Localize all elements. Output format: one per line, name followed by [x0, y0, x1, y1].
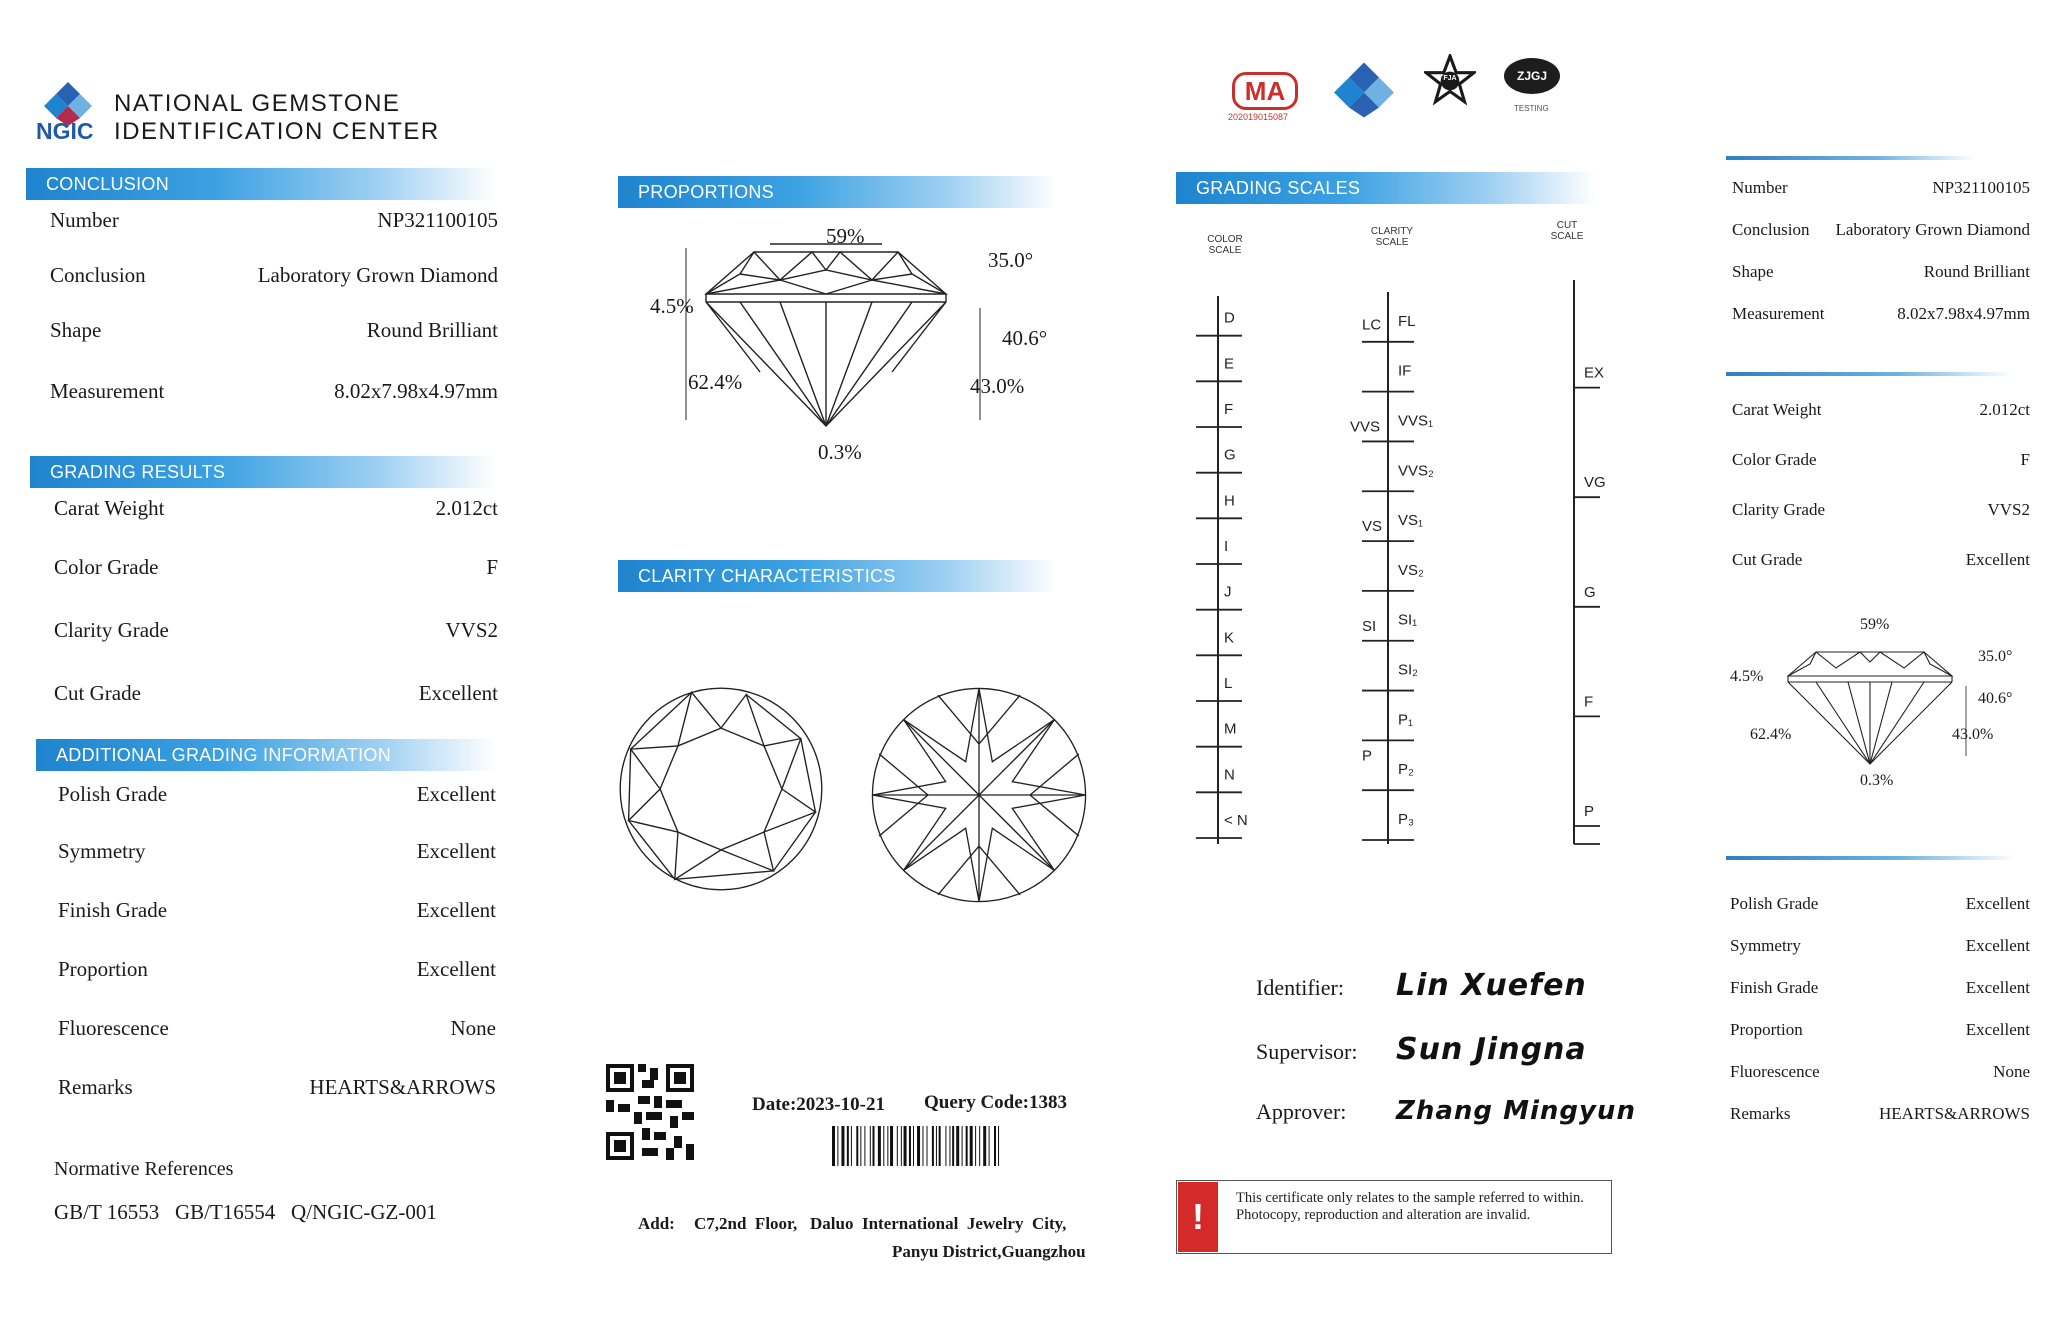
conclusion-row — [50, 208, 498, 233]
logo-text: NGIC — [36, 118, 94, 144]
summary-row — [1730, 1104, 2030, 1124]
cma-logo: MA — [1232, 72, 1298, 110]
barcode-bar — [870, 1126, 871, 1166]
qr-code-icon — [606, 1064, 694, 1160]
barcode-bar — [939, 1126, 941, 1166]
summary-row — [1732, 450, 2030, 470]
summary-table-percent: 59% — [1860, 616, 1890, 633]
clarity-scale-title — [1364, 226, 1420, 248]
summary-row — [1732, 500, 2030, 520]
title-line: COLOR — [1207, 234, 1243, 245]
pavilion-angle: 40.6° — [1002, 326, 1048, 350]
row-label: Finish Grade — [58, 898, 168, 922]
zjgj-logo: ZJGJ — [1504, 58, 1560, 94]
summary-row — [1732, 304, 2030, 324]
row-value: Laboratory Grown Diamond — [257, 263, 498, 287]
address-line1: C7,2nd Floor, Daluo International Jewelry City, — [694, 1214, 1067, 1233]
color-grade-label: G — [1224, 446, 1236, 464]
row-value: Excellent — [416, 782, 496, 806]
fja-text: FJA — [1443, 75, 1457, 82]
cut-grade-label: F — [1584, 693, 1594, 711]
grading-row — [54, 618, 498, 643]
row-label: Polish Grade — [58, 782, 168, 806]
barcode-bar — [994, 1126, 996, 1166]
title-line: CLARITY — [1370, 226, 1414, 237]
org-name-line2: IDENTIFICATION CENTER — [114, 118, 440, 145]
summary-row — [1730, 1020, 2030, 1040]
summary-row — [1732, 550, 2030, 570]
conclusion-row — [50, 318, 498, 343]
additional-row — [58, 1075, 496, 1100]
row-value: Round Brilliant — [1923, 262, 2030, 281]
row-value: 2.012ct — [1979, 400, 2030, 419]
color-grade-label: E — [1224, 355, 1235, 373]
row-value: 2.012ct — [435, 496, 498, 520]
row-value: F — [486, 555, 498, 579]
row-label: Cut Grade — [1732, 550, 1803, 569]
signature-name: Lin Xuefen — [1396, 968, 1587, 1003]
table-percent: 59% — [826, 224, 865, 248]
clarity-grade-label: SI₂ — [1398, 661, 1418, 679]
signature-role: Identifier: — [1256, 975, 1344, 1000]
row-label: Symmetry — [1730, 936, 1801, 955]
summary-section-2 — [1732, 400, 2030, 570]
row-value: Laboratory Grown Diamond — [1835, 220, 2030, 239]
color-grade-label: N — [1224, 766, 1235, 784]
org-name-line1: NATIONAL GEMSTONE — [114, 90, 401, 117]
row-value: VVS2 — [1987, 500, 2030, 519]
row-value: Excellent — [416, 898, 496, 922]
clarity-group-label: LC — [1362, 316, 1382, 334]
row-value: Excellent — [416, 957, 496, 981]
row-value: Excellent — [1965, 550, 2030, 569]
summary-row — [1730, 978, 2030, 998]
row-label: Polish Grade — [1730, 894, 1819, 913]
summary-pavilion-depth: 43.0% — [1952, 726, 1994, 743]
signature-row — [1256, 1032, 1656, 1096]
row-value: None — [450, 1016, 496, 1040]
pavilion-depth: 43.0% — [970, 374, 1025, 398]
barcode-bar — [952, 1126, 954, 1166]
row-label: Cut Grade — [54, 681, 141, 705]
conclusion-row — [50, 263, 498, 288]
barcode-bar — [913, 1126, 914, 1166]
additional-row — [58, 957, 496, 982]
diamond-pavilion-view-icon — [868, 684, 1090, 906]
barcode-bar — [851, 1126, 852, 1166]
barcode-bar — [901, 1126, 902, 1166]
conclusion-row — [50, 379, 498, 404]
clarity-grade-label: VS₂ — [1398, 561, 1424, 579]
barcode-bar — [998, 1126, 999, 1166]
title-line: SCALE — [1208, 245, 1242, 256]
summary-girdle: 4.5% — [1730, 668, 1764, 685]
issue-date: Date:2023-10-21 — [752, 1094, 885, 1115]
total-depth: 62.4% — [688, 370, 743, 394]
summary-row — [1730, 936, 2030, 956]
query-code: Query Code:1383 — [924, 1092, 1068, 1113]
summary-row — [1730, 1062, 2030, 1082]
additional-info-section — [58, 782, 496, 1100]
barcode-bar — [989, 1126, 990, 1166]
color-grade-label: < N — [1224, 812, 1248, 829]
row-value: HEARTS&ARROWS — [309, 1075, 496, 1099]
summary-total-depth: 62.4% — [1750, 726, 1792, 743]
grading-row — [54, 681, 498, 706]
row-value: Round Brilliant — [366, 318, 498, 342]
barcode-bar — [979, 1126, 980, 1166]
row-label: Remarks — [1730, 1104, 1791, 1123]
summary-divider — [1726, 856, 2016, 860]
diamond-crown-view-icon — [616, 684, 826, 894]
row-value: NP321100105 — [377, 208, 498, 232]
row-label: Proportion — [58, 957, 148, 981]
signature-name: Sun Jingna — [1396, 1032, 1587, 1067]
additional-row — [58, 1016, 496, 1041]
row-label: Carat Weight — [1732, 400, 1822, 419]
cma-number: 202019015087 — [1228, 112, 1289, 122]
row-label: Proportion — [1730, 1020, 1803, 1039]
culet-percent: 0.3% — [818, 440, 862, 464]
cut-grade-label: G — [1584, 583, 1596, 601]
row-label: Shape — [1732, 262, 1774, 281]
clarity-grade-label: VVS₁ — [1398, 412, 1434, 430]
normative-refs: GB/T 16553 GB/T16554 Q/NGIC-GZ-001 — [54, 1200, 437, 1224]
signature-row — [1256, 968, 1656, 1032]
color-grade-label: J — [1224, 583, 1232, 601]
row-value: Excellent — [1965, 936, 2030, 955]
summary-pavilion-angle: 40.6° — [1978, 690, 2013, 707]
row-value: F — [2020, 450, 2030, 469]
row-label: Remarks — [58, 1075, 133, 1099]
barcode-bar — [904, 1126, 907, 1166]
row-label: Measurement — [50, 379, 165, 403]
row-value: VVS2 — [445, 618, 498, 642]
grading-scales-banner: GRADING SCALES — [1176, 172, 1596, 204]
clarity-banner: CLARITY CHARACTERISTICS — [618, 560, 1058, 592]
summary-row — [1732, 262, 2030, 282]
title-line: SCALE — [1375, 237, 1409, 248]
row-value: Excellent — [1965, 1020, 2030, 1039]
row-value: HEARTS&ARROWS — [1878, 1104, 2030, 1123]
row-label: Clarity Grade — [54, 618, 169, 642]
barcode-bar — [883, 1126, 884, 1166]
color-grade-label: M — [1224, 720, 1237, 738]
summary-culet: 0.3% — [1860, 772, 1894, 789]
grading-row — [54, 496, 498, 521]
summary-row — [1732, 400, 2030, 420]
row-value: NP321100105 — [1932, 178, 2030, 197]
cut-grade-label: EX — [1584, 364, 1605, 382]
additional-row — [58, 782, 496, 807]
row-value: 8.02x7.98x4.97mm — [334, 379, 498, 403]
row-value: Excellent — [418, 681, 498, 705]
cut-scale-title — [1544, 220, 1590, 242]
clarity-grade-label: VVS₂ — [1398, 462, 1434, 480]
title-line: SCALE — [1550, 231, 1584, 242]
row-label: Number — [50, 208, 119, 232]
cut-grade-label: VG — [1584, 474, 1606, 492]
clarity-group-label: VVS — [1350, 418, 1381, 436]
barcode-bar — [966, 1126, 968, 1166]
clarity-grade-label: FL — [1398, 312, 1416, 330]
disclaimer-text: This certificate only relates to the sample referred to within. Photocopy, reproduction and alteration are invalid. — [1236, 1190, 1584, 1223]
summary-row — [1730, 894, 2030, 914]
grading-results-section — [54, 496, 498, 706]
signature-row — [1256, 1096, 1656, 1160]
grading-row — [54, 555, 498, 580]
row-label: Fluorescence — [58, 1016, 169, 1040]
barcode-bar — [856, 1126, 858, 1166]
row-label: Shape — [50, 318, 102, 342]
barcode-bar — [936, 1126, 937, 1166]
additional-info-banner: ADDITIONAL GRADING INFORMATION — [36, 739, 496, 771]
barcode-bar — [949, 1126, 950, 1166]
barcode-bar — [975, 1126, 976, 1166]
color-grade-label: L — [1224, 675, 1233, 692]
summary-crown-angle: 35.0° — [1978, 648, 2013, 665]
barcode-bar — [887, 1126, 888, 1166]
signature-role: Supervisor: — [1256, 1039, 1358, 1064]
summary-divider — [1726, 372, 2012, 376]
clarity-grade-label: P₃ — [1398, 811, 1415, 828]
address-label: Add: — [638, 1214, 675, 1233]
clarity-grade-label: P₁ — [1398, 711, 1414, 729]
grading-results-banner: GRADING RESULTS — [30, 456, 496, 488]
color-scale-title — [1200, 234, 1250, 256]
signatures — [1256, 968, 1656, 1160]
row-value: Excellent — [416, 839, 496, 863]
row-label: Conclusion — [50, 263, 146, 287]
barcode-bar — [864, 1126, 865, 1166]
row-label: Conclusion — [1732, 220, 1810, 239]
barcode-bar — [873, 1126, 875, 1166]
address-line2: Panyu District,Guangzhou — [892, 1242, 1086, 1261]
row-label: Color Grade — [54, 555, 159, 579]
barcode-bar — [890, 1126, 893, 1166]
row-label: Carat Weight — [54, 496, 165, 520]
crown-angle: 35.0° — [988, 248, 1034, 272]
conclusion-section — [50, 206, 498, 404]
proportions-banner: PROPORTIONS — [618, 176, 1058, 208]
color-grade-label: D — [1224, 309, 1235, 327]
barcode-bar — [970, 1126, 973, 1166]
additional-row — [58, 839, 496, 864]
row-value: Excellent — [1965, 894, 2030, 913]
zjgj-sub: TESTING — [1514, 104, 1549, 113]
row-value: None — [1993, 1062, 2030, 1081]
color-grade-label: F — [1224, 401, 1234, 418]
clarity-grade-label: IF — [1398, 362, 1412, 380]
ngic-seal-icon — [1334, 60, 1394, 120]
barcode-bar — [841, 1126, 844, 1166]
barcode-bar — [956, 1126, 959, 1166]
barcode-bar — [897, 1126, 898, 1166]
barcode-bar — [847, 1126, 849, 1166]
clarity-grade-label: VS₁ — [1398, 512, 1424, 530]
row-label: Clarity Grade — [1732, 500, 1825, 519]
barcode-bar — [878, 1126, 881, 1166]
color-grade-label: H — [1224, 492, 1235, 510]
barcode-bar — [832, 1126, 835, 1166]
row-label: Finish Grade — [1730, 978, 1819, 997]
signature-role: Approver: — [1256, 1099, 1347, 1124]
clarity-group-label: SI — [1362, 617, 1377, 635]
barcode-bar — [927, 1126, 928, 1166]
row-label: Number — [1732, 178, 1788, 197]
row-label: Measurement — [1732, 304, 1825, 323]
clarity-group-label: P — [1362, 747, 1373, 765]
girdle-percent: 4.5% — [650, 294, 694, 318]
signature-name: Zhang Mingyun — [1396, 1096, 1636, 1126]
summary-section-3 — [1730, 894, 2030, 1124]
row-label: Fluorescence — [1730, 1062, 1820, 1081]
summary-row — [1732, 220, 2030, 240]
color-grade-label: I — [1224, 538, 1229, 555]
clarity-grade-label: P₂ — [1398, 761, 1414, 779]
clarity-grade-label: SI₁ — [1398, 611, 1418, 629]
barcode-bar — [917, 1126, 920, 1166]
cut-grade-label: P — [1584, 803, 1595, 820]
row-value: 8.02x7.98x4.97mm — [1897, 304, 2030, 323]
warning-icon: ! — [1178, 1182, 1218, 1252]
barcode-bar — [860, 1126, 861, 1166]
clarity-group-label: VS — [1362, 518, 1383, 536]
row-value: Excellent — [1965, 978, 2030, 997]
additional-row — [58, 898, 496, 923]
barcode-bar — [945, 1126, 946, 1166]
summary-divider — [1726, 156, 1976, 160]
grading-scales-chart — [1180, 270, 1620, 850]
barcode-bar — [922, 1126, 923, 1166]
color-grade-label: K — [1224, 629, 1235, 647]
conclusion-banner: CONCLUSION — [26, 168, 496, 200]
normative-title: Normative References — [54, 1158, 234, 1180]
barcode-bar — [932, 1126, 934, 1166]
summary-proportions-diagram — [1770, 636, 1990, 776]
barcode-bar — [909, 1126, 911, 1166]
summary-section-1 — [1732, 178, 2030, 324]
barcode-bar — [983, 1126, 986, 1166]
summary-row — [1732, 178, 2030, 198]
row-label: Color Grade — [1732, 450, 1817, 469]
barcode-bar — [837, 1126, 838, 1166]
title-line: CUT — [1556, 220, 1578, 231]
row-label: Symmetry — [58, 839, 146, 863]
barcode-bar — [962, 1126, 963, 1166]
barcode-icon — [832, 1126, 1080, 1166]
